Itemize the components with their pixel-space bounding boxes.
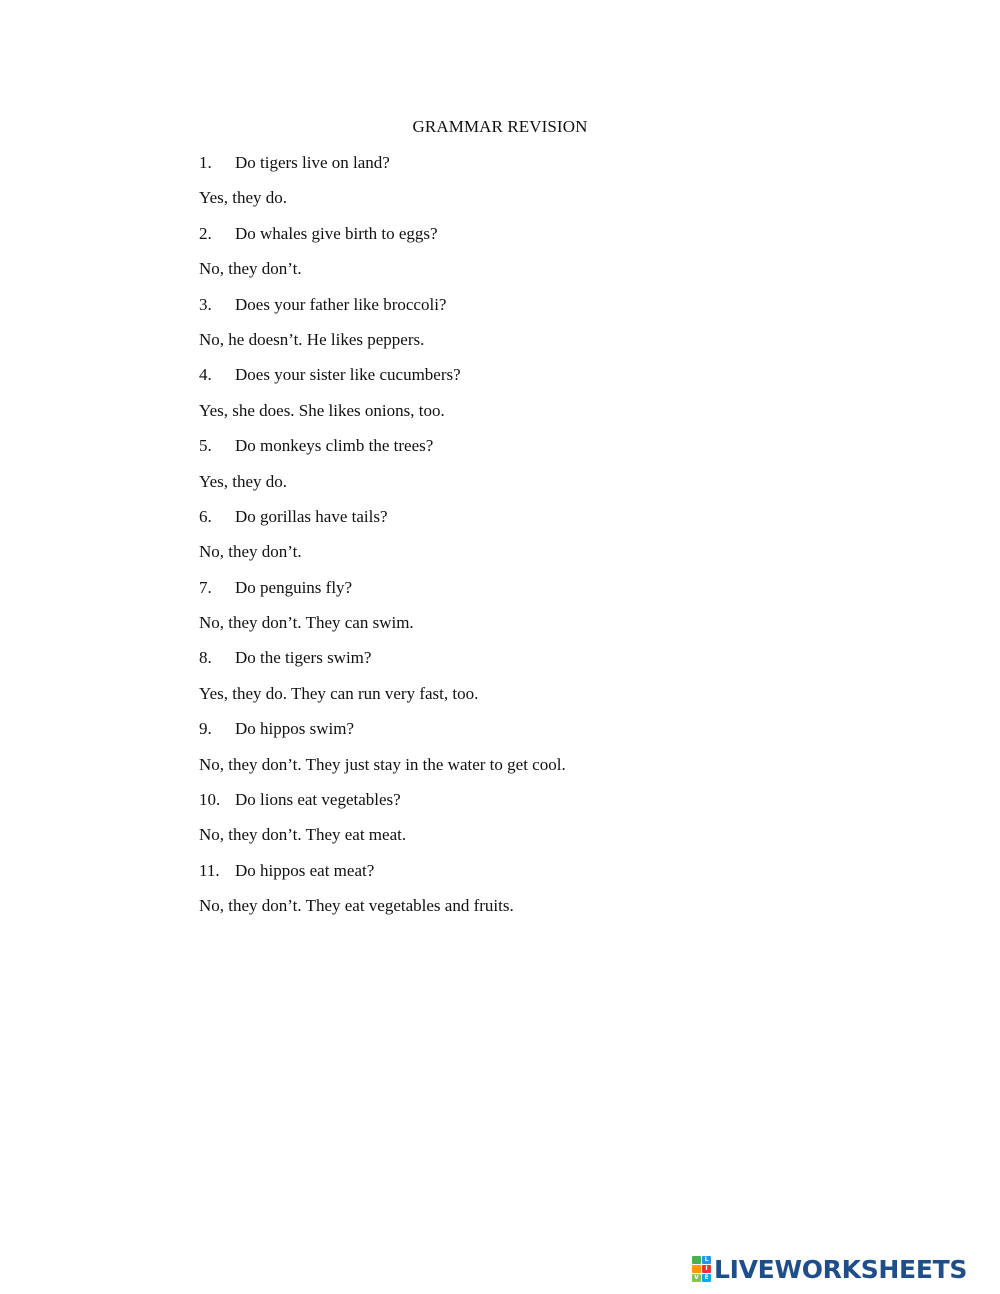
question-line <box>199 364 899 399</box>
question-text: Do whales give birth to eggs? <box>235 223 438 243</box>
answer-line: No, they don’t. <box>199 259 302 279</box>
question-text: Do hippos swim? <box>235 719 354 739</box>
question-number: 7. <box>199 577 212 597</box>
question-number: 2. <box>199 223 212 243</box>
question-number: 11. <box>199 860 220 880</box>
question-line <box>199 789 899 824</box>
question-text: Do the tigers swim? <box>235 648 372 668</box>
question-text: Do lions eat vegetables? <box>235 790 401 810</box>
question-line <box>199 718 899 753</box>
question-line <box>199 152 899 187</box>
question-number: 10. <box>199 790 221 810</box>
question-line <box>199 435 899 470</box>
logo-text: LIVEWORKSHEETS <box>714 1254 968 1284</box>
qa-list <box>199 152 899 931</box>
question-number: 5. <box>199 436 212 456</box>
question-line <box>199 647 899 682</box>
question-text: Do penguins fly? <box>235 577 353 597</box>
answer-line: Yes, they do. <box>199 188 288 208</box>
liveworksheets-logo <box>692 1254 967 1284</box>
question-number: 3. <box>199 294 212 314</box>
question-line <box>199 294 899 329</box>
question-text: Do tigers live on land? <box>235 153 390 172</box>
answer-line: No, they don’t. They eat meat. <box>199 825 407 845</box>
answer-line: No, they don’t. <box>199 542 302 562</box>
answer-line: Yes, they do. They can run very fast, too. <box>199 683 479 703</box>
question-line <box>199 860 899 895</box>
question-number: 1. <box>199 153 212 172</box>
answer-line: No, he doesn’t. He likes peppers. <box>199 329 425 349</box>
question-number: 6. <box>199 506 212 526</box>
question-line <box>199 506 899 541</box>
page-title: GRAMMAR REVISION <box>412 117 588 136</box>
answer-line: No, they don’t. They just stay in the water to get cool. <box>199 754 566 774</box>
question-number: 8. <box>199 648 212 668</box>
logo-mark-icon: L I V E <box>692 1256 711 1282</box>
question-line <box>199 223 899 258</box>
question-text: Do monkeys climb the trees? <box>235 436 434 456</box>
question-text: Do gorillas have tails? <box>235 506 388 526</box>
question-text: Does your sister like cucumbers? <box>235 365 461 385</box>
question-text: Does your father like broccoli? <box>235 294 447 314</box>
answer-line: No, they don’t. They can swim. <box>199 613 414 633</box>
answer-line: No, they don’t. They eat vegetables and fruits. <box>199 896 514 916</box>
question-number: 9. <box>199 719 212 739</box>
answer-line: Yes, she does. She likes onions, too. <box>199 400 445 420</box>
answer-line: Yes, they do. <box>199 471 288 491</box>
question-text: Do hippos eat meat? <box>235 860 375 880</box>
question-number: 4. <box>199 365 212 385</box>
question-line <box>199 577 899 612</box>
